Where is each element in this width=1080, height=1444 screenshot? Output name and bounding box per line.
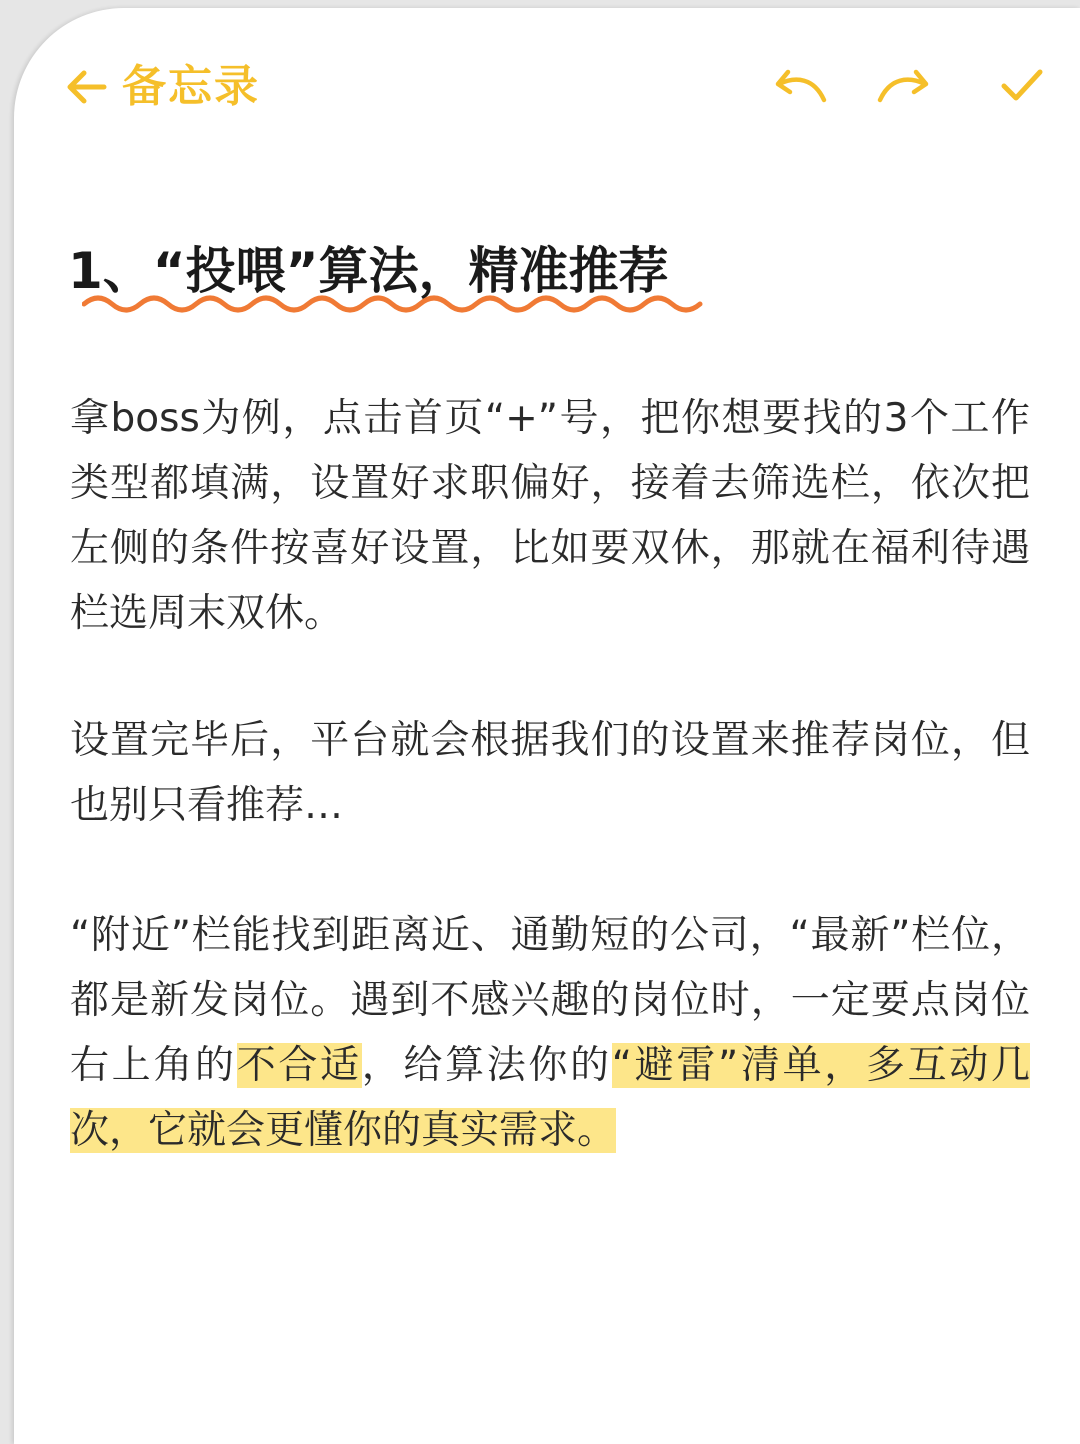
checkmark-icon	[998, 64, 1046, 113]
note-heading-block	[68, 236, 768, 326]
back-button[interactable]	[64, 52, 260, 122]
undo-icon	[774, 64, 830, 113]
redo-button[interactable]	[870, 56, 934, 120]
highlighted-text: 不合适	[236, 1043, 362, 1088]
redo-icon	[874, 64, 930, 113]
note-page	[14, 8, 1080, 1444]
paragraph-text: “附近”栏能找到距离近、通勤短的公司，“最新”栏位，都是新发岗位。遇到不感兴趣的岗位时，一定要点岗位右上角的	[70, 913, 1030, 1088]
note-heading[interactable]: 1、“投喂”算法，精准推荐	[68, 242, 669, 300]
note-paragraph[interactable]: 拿boss为例，点击首页“+”号，把你想要找的3个工作类型都填满，设置好求职偏好，接着去筛选栏，依次把左侧的条件按喜好设置，比如要双休，那就在福利待遇栏选周末双休。	[70, 396, 1030, 636]
paragraph-text: ，给算法你的	[361, 1043, 612, 1088]
note-paragraph[interactable]: 设置完毕后，平台就会根据我们的设置来推荐岗位，但也别只看推荐…	[70, 718, 1030, 828]
note-toolbar	[14, 8, 1080, 158]
note-paragraph[interactable]	[70, 903, 1030, 1163]
highlighted-text: “避雷”清单，多互动几次，它就会更懂你的真实需求。	[70, 1043, 1030, 1153]
wavy-underline	[82, 290, 712, 314]
done-button[interactable]	[990, 56, 1054, 120]
app-title: 备忘录	[122, 61, 260, 112]
arrow-left-icon	[64, 65, 108, 109]
undo-button[interactable]	[770, 56, 834, 120]
